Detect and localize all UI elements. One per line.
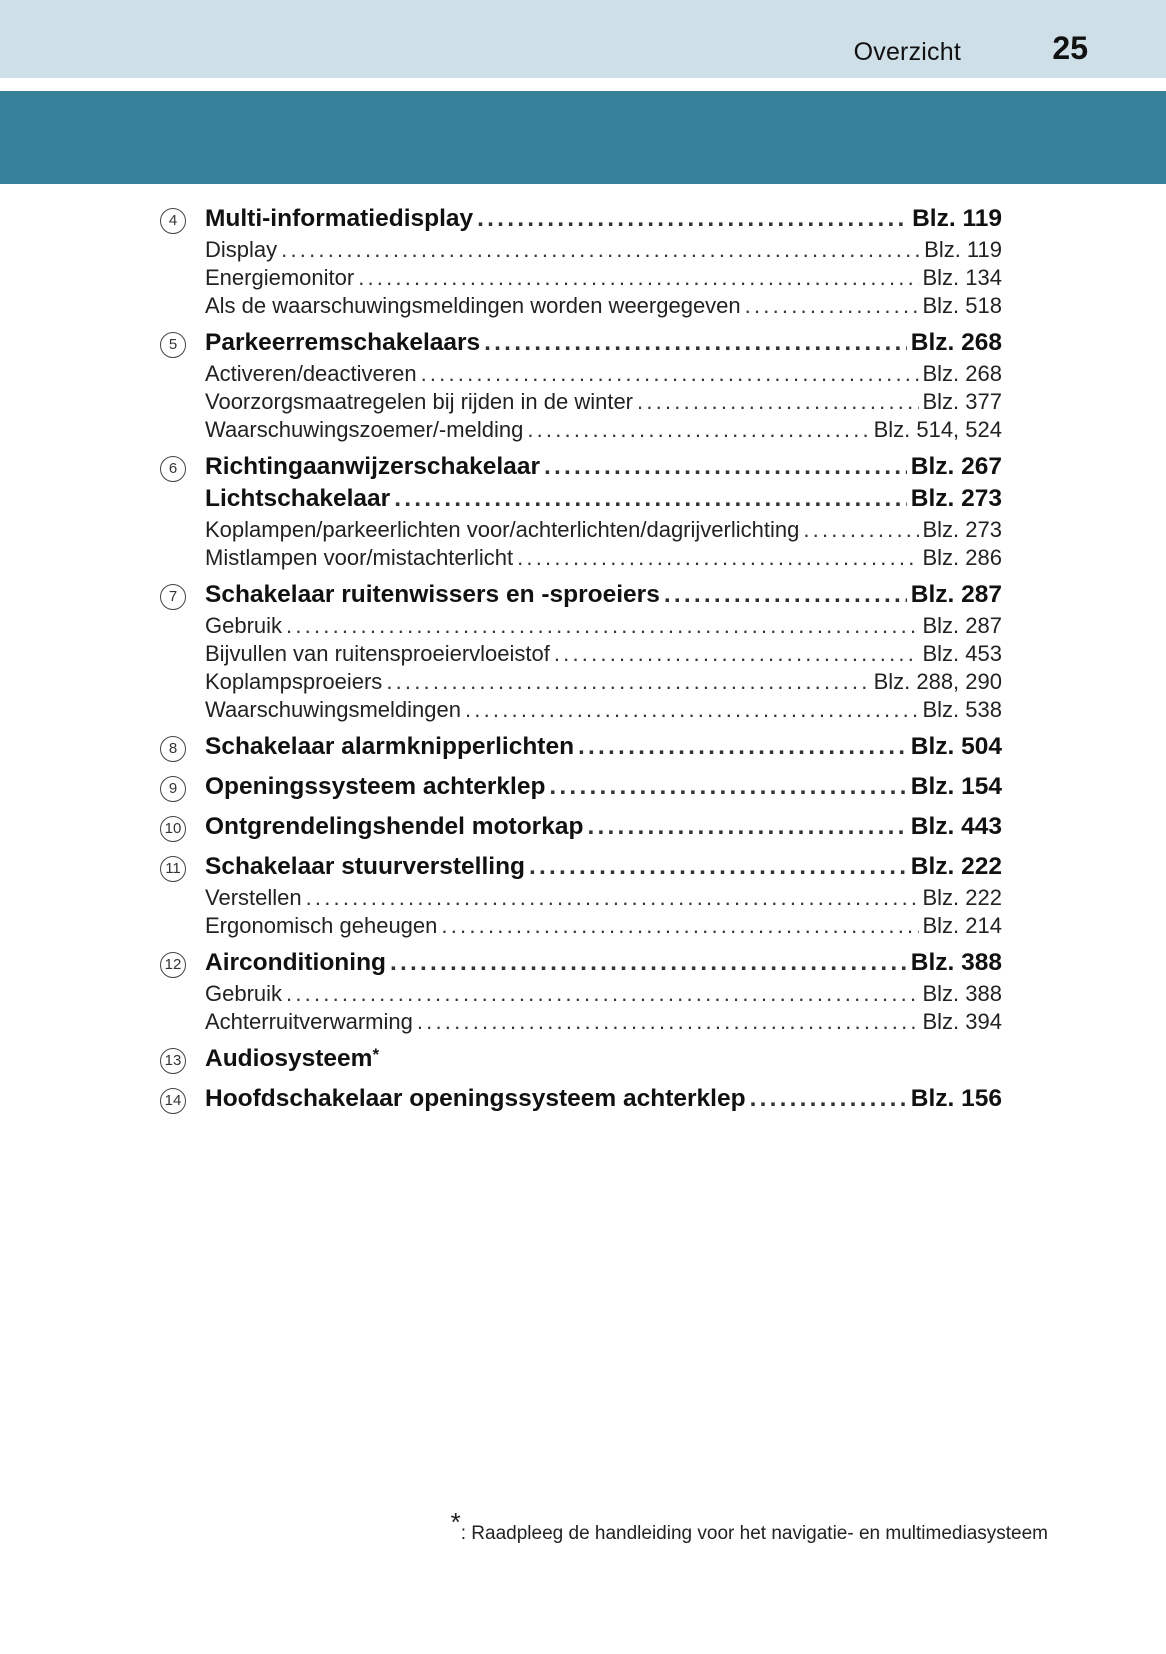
footnote <box>450 1507 1048 1546</box>
toc-subentry[interactable] <box>205 697 1002 725</box>
toc-subentry[interactable] <box>205 669 1002 697</box>
page-number: 25 <box>1052 30 1088 66</box>
toc-group <box>160 949 1002 1037</box>
item-number-circle: 13 <box>160 1048 186 1074</box>
toc-entry[interactable] <box>205 205 1002 237</box>
entry-label: Voorzorgsmaatregelen bij rijden in de winter <box>205 389 634 414</box>
dot-leader <box>358 265 918 291</box>
dot-leader <box>745 293 919 319</box>
footnote-text: : Raadpleeg de handleiding voor het navigatie- en multimediasysteem <box>460 1523 1048 1544</box>
header-band <box>0 0 1166 78</box>
page-reference: Blz. 518 <box>922 293 1002 318</box>
entry-label: Parkeerremschakelaars <box>205 329 481 356</box>
entry-label: Mistlampen voor/mistachterlicht <box>205 545 514 570</box>
toc-entry[interactable] <box>205 1085 1002 1117</box>
dot-leader <box>529 853 907 881</box>
toc-subentry[interactable] <box>205 361 1002 389</box>
toc-subentry[interactable] <box>205 545 1002 573</box>
page-reference: Blz. 214 <box>922 913 1002 938</box>
entry-label: Richtingaanwijzerschakelaar <box>205 453 540 480</box>
toc-group <box>160 773 1002 805</box>
dot-leader <box>750 1085 907 1113</box>
dot-leader <box>394 485 907 513</box>
entry-label: Koplampen/parkeerlichten voor/achterlichten/dagrijverlichting <box>205 517 800 542</box>
toc-group <box>160 329 1002 445</box>
dot-leader <box>803 517 918 543</box>
entry-label: Als de waarschuwingsmeldingen worden weergegeven <box>205 293 741 318</box>
entry-label: Ergonomisch geheugen <box>205 913 438 938</box>
item-number-circle: 6 <box>160 456 186 482</box>
page-reference: Blz. 287 <box>910 581 1002 608</box>
toc-subentry[interactable] <box>205 1009 1002 1037</box>
dot-leader <box>386 669 869 695</box>
toc-subentry[interactable] <box>205 237 1002 265</box>
page-reference: Blz. 119 <box>912 205 1002 232</box>
page-reference: Blz. 268 <box>910 329 1002 356</box>
item-number-circle: 8 <box>160 736 186 762</box>
entry-label: Ontgrendelingshendel motorkap <box>205 813 584 840</box>
item-number-circle: 4 <box>160 208 186 234</box>
dot-leader <box>554 641 919 667</box>
dot-leader <box>477 205 908 233</box>
footnote-marker: * <box>450 1507 461 1537</box>
toc-subentry[interactable] <box>205 417 1002 445</box>
dot-leader <box>549 773 906 801</box>
entry-label: Koplampsproeiers <box>205 669 383 694</box>
toc-subentry[interactable] <box>205 981 1002 1009</box>
item-number-circle: 11 <box>160 856 186 882</box>
page-reference: Blz. 514, 524 <box>873 417 1002 442</box>
dot-leader <box>390 949 907 977</box>
entry-label: Schakelaar alarmknipperlichten <box>205 733 575 760</box>
entry-label: Multi-informatiedisplay <box>205 205 474 232</box>
toc-entry[interactable] <box>205 485 1002 517</box>
page-reference: Blz. 377 <box>922 389 1002 414</box>
entry-label: Energiemonitor <box>205 265 355 290</box>
dot-leader <box>587 813 906 841</box>
toc-subentry[interactable] <box>205 613 1002 641</box>
toc-group <box>160 813 1002 845</box>
toc-entry[interactable] <box>205 453 1002 485</box>
toc-subentry[interactable] <box>205 265 1002 293</box>
entry-label: Gebruik <box>205 981 283 1006</box>
dot-leader <box>578 733 907 761</box>
toc-group <box>160 205 1002 321</box>
page-reference: Blz. 388 <box>922 981 1002 1006</box>
toc-group <box>160 1085 1002 1117</box>
dot-leader <box>306 885 919 911</box>
entry-label: Waarschuwingsmeldingen <box>205 697 461 722</box>
page-reference: Blz. 388 <box>910 949 1002 976</box>
page-reference: Blz. 273 <box>910 485 1002 512</box>
entry-label: Lichtschakelaar <box>205 485 391 512</box>
toc-subentry[interactable] <box>205 913 1002 941</box>
toc-entry[interactable] <box>205 853 1002 885</box>
toc-entry[interactable] <box>205 581 1002 613</box>
item-number-circle: 5 <box>160 332 186 358</box>
dot-leader <box>421 361 919 387</box>
toc-subentry[interactable] <box>205 885 1002 913</box>
page-reference: Blz. 273 <box>922 517 1002 542</box>
entry-label: Waarschuwingszoemer/-melding <box>205 417 524 442</box>
toc-entry[interactable] <box>205 813 1002 845</box>
page-reference: Blz. 394 <box>922 1009 1002 1034</box>
toc-group <box>160 581 1002 725</box>
dot-leader <box>517 545 918 571</box>
toc-entry[interactable] <box>205 329 1002 361</box>
entry-label: Verstellen <box>205 885 302 910</box>
dot-leader <box>465 697 919 723</box>
entry-label: Schakelaar ruitenwissers en -sproeiers <box>205 581 660 608</box>
toc-subentry[interactable] <box>205 641 1002 669</box>
page-reference: Blz. 267 <box>910 453 1002 480</box>
item-number-circle: 9 <box>160 776 186 802</box>
table-of-contents <box>160 205 1002 1125</box>
entry-label: Achterruitverwarming <box>205 1009 413 1034</box>
dot-leader <box>544 453 907 481</box>
page-reference: Blz. 134 <box>922 265 1002 290</box>
dot-leader <box>484 329 907 357</box>
toc-entry[interactable] <box>205 773 1002 805</box>
entry-label: Bijvullen van ruitensproeiervloeistof <box>205 641 550 666</box>
dot-leader <box>286 613 918 639</box>
item-number-circle: 12 <box>160 952 186 978</box>
chapter-band <box>0 91 1166 184</box>
toc-subentry[interactable] <box>205 293 1002 321</box>
dot-leader <box>637 389 918 415</box>
dot-leader <box>527 417 869 443</box>
toc-subentry[interactable] <box>205 389 1002 417</box>
entry-label: Activeren/deactiveren <box>205 361 417 386</box>
toc-entry[interactable] <box>205 733 1002 765</box>
entry-label: Audiosysteem <box>205 1045 373 1072</box>
entry-label: Hoofdschakelaar openingssysteem achterklep <box>205 1085 746 1112</box>
toc-entry[interactable] <box>205 949 1002 981</box>
page-reference: Blz. 443 <box>910 813 1002 840</box>
item-number-circle: 14 <box>160 1088 186 1114</box>
toc-entry[interactable] <box>205 1045 1002 1077</box>
dot-leader <box>664 581 907 609</box>
item-number-circle: 7 <box>160 584 186 610</box>
page-reference: Blz. 453 <box>922 641 1002 666</box>
entry-label: Openingssysteem achterklep <box>205 773 546 800</box>
entry-label: Gebruik <box>205 613 283 638</box>
section-title: Overzicht <box>853 38 961 66</box>
entry-label: Airconditioning <box>205 949 386 976</box>
entry-label: Schakelaar stuurverstelling <box>205 853 526 880</box>
dot-leader <box>286 981 918 1007</box>
page-reference: Blz. 538 <box>922 697 1002 722</box>
page-reference: Blz. 288, 290 <box>873 669 1002 694</box>
page-reference: Blz. 156 <box>910 1085 1002 1112</box>
page-reference: Blz. 504 <box>910 733 1002 760</box>
page-reference: Blz. 287 <box>922 613 1002 638</box>
toc-subentry[interactable] <box>205 517 1002 545</box>
item-number-circle: 10 <box>160 816 186 842</box>
toc-group <box>160 1045 1002 1077</box>
dot-leader <box>417 1009 919 1035</box>
page-reference: Blz. 154 <box>910 773 1002 800</box>
toc-group <box>160 853 1002 941</box>
dot-leader <box>281 237 920 263</box>
dot-leader <box>441 913 918 939</box>
page-reference: Blz. 119 <box>924 237 1002 262</box>
toc-group <box>160 733 1002 765</box>
page-reference: Blz. 268 <box>922 361 1002 386</box>
entry-label: Display <box>205 237 278 262</box>
toc-group <box>160 453 1002 573</box>
footnote-reference: * <box>372 1045 380 1064</box>
page-reference: Blz. 222 <box>922 885 1002 910</box>
page-reference: Blz. 286 <box>922 545 1002 570</box>
page-reference: Blz. 222 <box>910 853 1002 880</box>
